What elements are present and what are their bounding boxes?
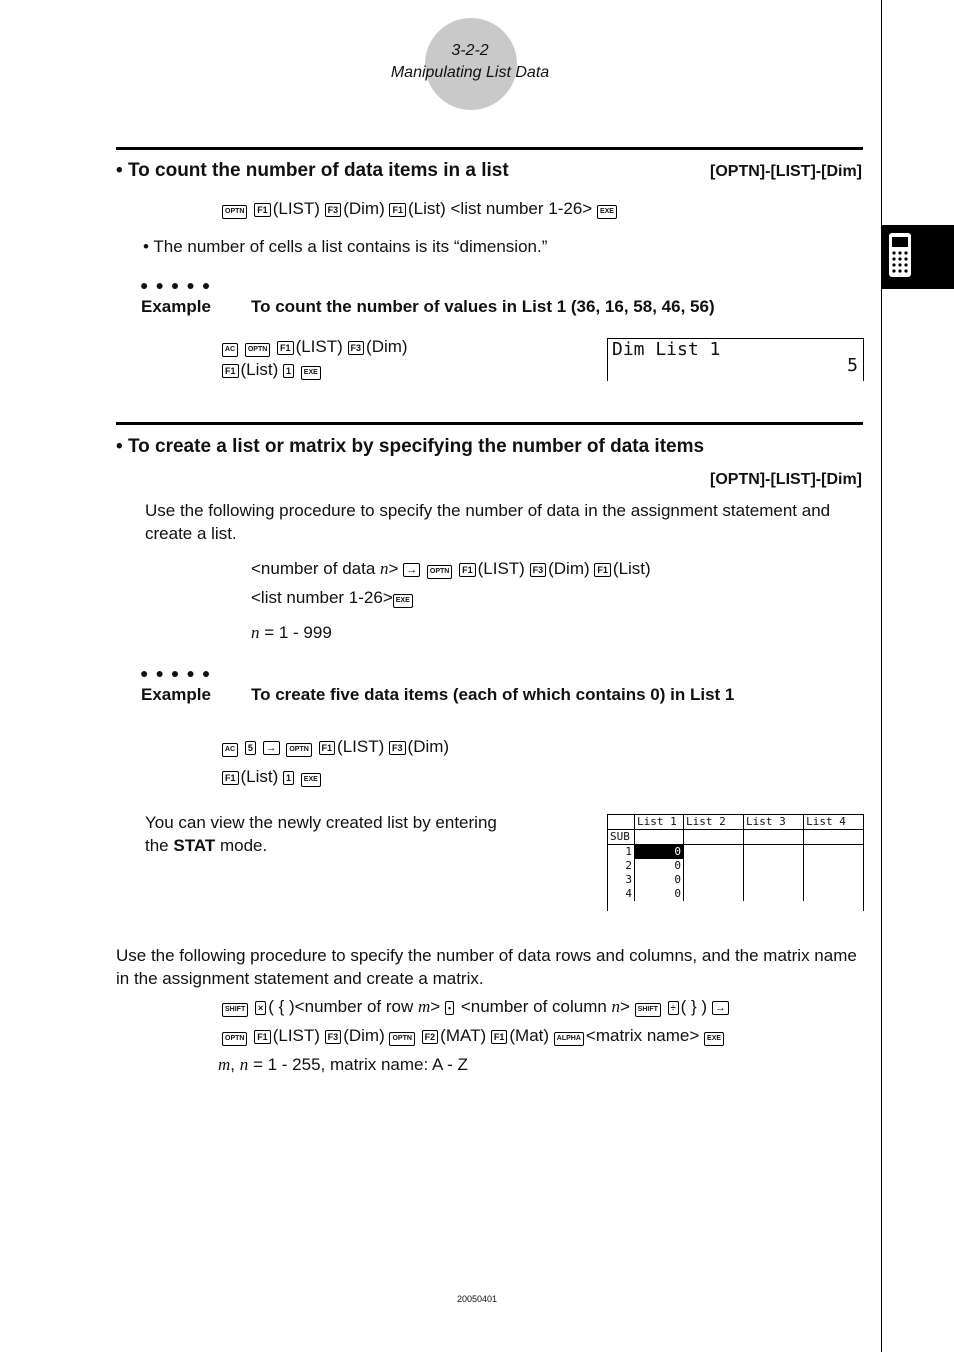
matrix-line-1: SHIFT × ( { )<number of row m> • <number of column n> SHIFT ÷ ( } ) → xyxy=(222,997,731,1017)
list-header: List 1 xyxy=(635,815,684,830)
example-text: To create five data items (each of which contains 0) in List 1 xyxy=(251,685,735,704)
example-keys-line2: F1 (List) 1 EXE xyxy=(222,360,323,380)
calculator-icon xyxy=(882,225,954,289)
table-row: 3 0 xyxy=(608,873,863,887)
example-keys-line2: F1 (List) 1 EXE xyxy=(222,767,323,787)
f1-key: F1 xyxy=(319,741,336,755)
f3-key: F3 xyxy=(530,563,547,577)
note: • The number of cells a list contains is its “dimension.” xyxy=(143,237,548,256)
f1-key: F1 xyxy=(277,341,294,355)
f3-key: F3 xyxy=(325,1030,342,1044)
stat-list-screen xyxy=(607,814,864,911)
one-key: 1 xyxy=(283,364,294,378)
optn-key: OPTN xyxy=(427,565,452,579)
margin-line xyxy=(881,0,882,1352)
procedure-line-2: <list number 1-26> EXE xyxy=(251,588,415,608)
assign-arrow-key: → xyxy=(263,741,280,755)
sub-label: SUB xyxy=(610,830,630,843)
f1-key: F1 xyxy=(491,1030,508,1044)
exe-key: EXE xyxy=(301,773,321,787)
matrix-intro: Use the following procedure to specify the number of data rows and columns, and the matrix name in the assignment statement and create a matrix. xyxy=(116,946,857,988)
shift-key: SHIFT xyxy=(635,1003,661,1017)
ac-key: AC xyxy=(222,743,238,757)
example-dots: ●●●●● xyxy=(140,277,218,293)
f1-key: F1 xyxy=(459,563,476,577)
table-row: 1 0 xyxy=(608,845,863,860)
section-rule xyxy=(116,147,863,150)
assign-arrow-key: → xyxy=(403,563,420,577)
procedure-line-1: <number of data n> → OPTN F1 (LIST) F3 (Dim) F1 (List) xyxy=(251,559,651,578)
table-row: 4 0 xyxy=(608,887,863,901)
f1-key: F1 xyxy=(594,563,611,577)
f2-key: F2 xyxy=(422,1030,439,1044)
key-sequence: OPTN F1 (LIST) F3 (Dim) F1 (List) <list number 1-26> EXE xyxy=(222,199,619,219)
section-title: • To count the number of data items in a list xyxy=(116,160,509,181)
shift-key: SHIFT xyxy=(222,1003,248,1017)
alpha-key: ALPHA xyxy=(554,1032,584,1046)
f3-key: F3 xyxy=(389,741,406,755)
multiply-key: × xyxy=(255,1001,266,1015)
example-keys-line1: AC OPTN F1 (LIST) F3 (Dim) xyxy=(222,337,408,357)
view-note: You can view the newly created list by entering the STAT mode. xyxy=(145,813,497,855)
example-keys-line1: AC 5 → OPTN F1 (LIST) F3 (Dim) xyxy=(222,737,449,757)
example-dots: ●●●●● xyxy=(140,665,218,681)
divide-key: ÷ xyxy=(668,1001,679,1015)
optn-key: OPTN xyxy=(286,743,311,757)
range-text: n = 1 - 999 xyxy=(251,623,332,642)
matrix-line-2: OPTN F1 (LIST) F3 (Dim) OPTN F2 (MAT) F1 (Mat) ALPHA <matrix name> EXE xyxy=(222,1026,726,1046)
optn-key: OPTN xyxy=(245,343,270,357)
f3-key: F3 xyxy=(348,341,365,355)
exe-key: EXE xyxy=(597,205,617,219)
section-key-path: [OPTN]-[LIST]-[Dim] xyxy=(710,163,862,180)
exe-key: EXE xyxy=(704,1032,724,1046)
screen-line-1: Dim List 1 xyxy=(612,339,721,360)
screen-line-2: 5 xyxy=(847,355,858,376)
f1-key: F1 xyxy=(254,203,271,217)
matrix-range: m, n = 1 - 255, matrix name: A - Z xyxy=(218,1055,468,1074)
section-key-path: [OPTN]-[LIST]-[Dim] xyxy=(710,471,862,488)
exe-key: EXE xyxy=(301,366,321,380)
section-rule xyxy=(116,422,863,425)
f1-key: F1 xyxy=(222,364,239,378)
optn-key: OPTN xyxy=(389,1032,414,1046)
example-label: Example xyxy=(141,297,211,316)
example-label: Example xyxy=(141,685,211,704)
ac-key: AC xyxy=(222,343,238,357)
dot-key: • xyxy=(445,1001,454,1015)
one-key: 1 xyxy=(283,771,294,785)
list-header: List 3 xyxy=(744,815,804,830)
optn-key: OPTN xyxy=(222,205,247,219)
footer-code: 20050401 xyxy=(456,1294,498,1304)
list-header: List 2 xyxy=(684,815,744,830)
exe-key: EXE xyxy=(393,594,413,608)
optn-key: OPTN xyxy=(222,1032,247,1046)
f1-key: F1 xyxy=(389,203,406,217)
table-row: 2 0 xyxy=(608,859,863,873)
chapter-tab xyxy=(882,225,954,289)
example-text: To count the number of values in List 1 (36, 16, 58, 46, 56) xyxy=(251,297,715,316)
list-header: List 4 xyxy=(804,815,863,830)
f1-key: F1 xyxy=(222,771,239,785)
f1-key: F1 xyxy=(254,1030,271,1044)
five-key: 5 xyxy=(245,741,256,755)
page-title: Manipulating List Data xyxy=(390,64,550,81)
calculator-screen xyxy=(607,338,864,381)
f3-key: F3 xyxy=(325,203,342,217)
assign-arrow-key: → xyxy=(712,1001,729,1015)
intro-paragraph: Use the following procedure to specify the number of data in the assignment statement and create a list. xyxy=(145,501,831,543)
page-number: 3-2-2 xyxy=(451,42,489,59)
section-title: • To create a list or matrix by specifying the number of data items xyxy=(116,436,705,457)
